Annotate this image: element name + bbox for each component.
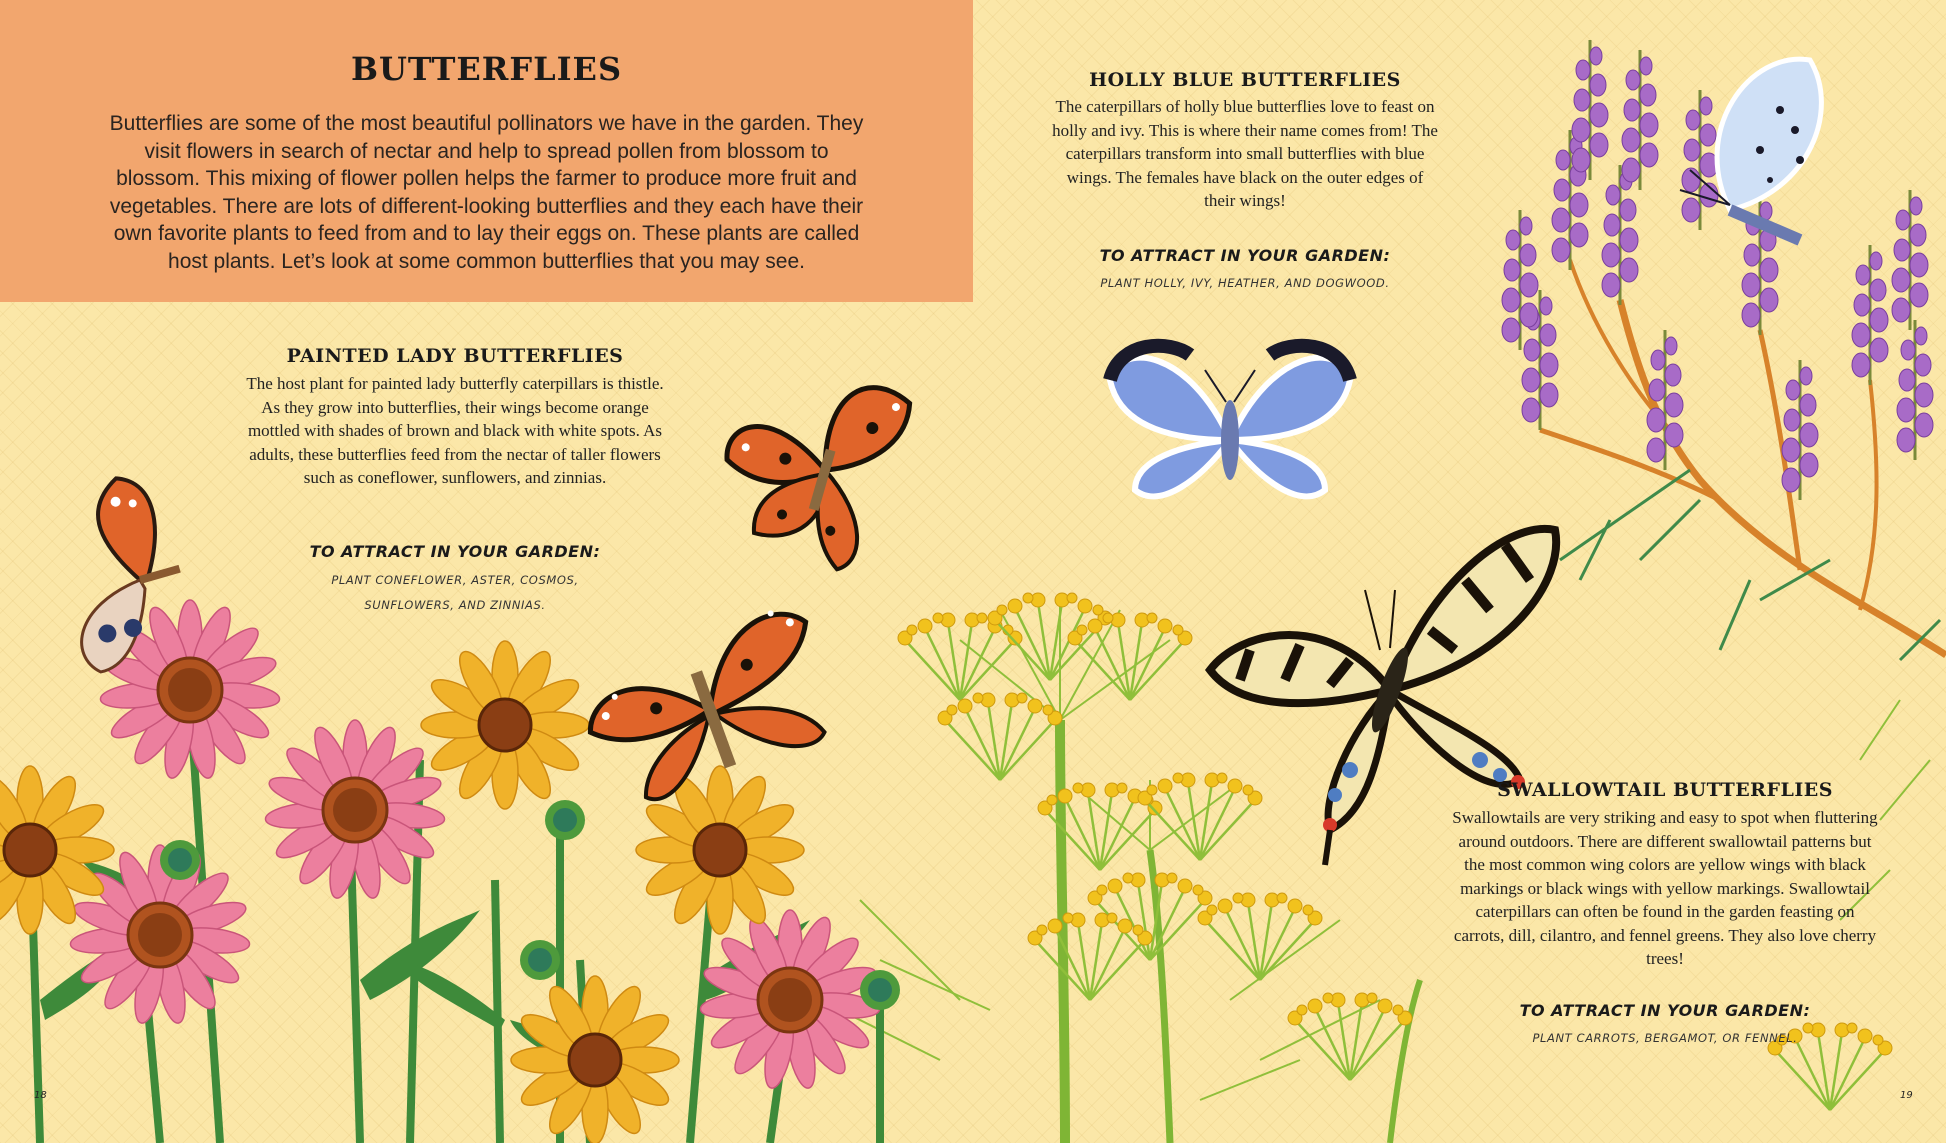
attract-line: PLANT CONEFLOWER, ASTER, COSMOS, [331, 573, 579, 587]
painted-lady-heading: PAINTED LADY BUTTERFLIES [286, 345, 624, 367]
intro-paragraph: Butterflies are some of the most beautiful pollinators we have in the garden. They visit flowers in search of nectar and help to spread pollen from blossom to blossom. This mixing of flower pollen helps the farmer to produce more fruit and vegetables. There are lots of different-looking butterflies and they each have their own favorite plants to feed from and to lay their eggs on. These plants are called host plants. Let’s look at some common butterflies that you may see. [109, 112, 864, 273]
page-title: BUTTERFLIES [350, 50, 623, 88]
page-number-left: 18 [34, 1090, 47, 1101]
holly-blue-paragraph: The caterpillars of holly blue butterflies love to feast on holly and ivy. This is where their name comes from! The caterpillars transform into small butterflies with blue wings. The females have black on the outer edges of their wings! [1052, 97, 1438, 210]
painted-lady-paragraph: The host plant for painted lady butterfly caterpillars is thistle. As they grow into butterflies, their wings become orange mottled with shades of brown and black with white spots. As adults, these butterflies feed from the nectar of taller flowers such as coneflower, sunflowers, and zinnias. [246, 374, 664, 487]
page-number-right: 19 [1900, 1090, 1913, 1101]
swallowtail-paragraph: Swallowtails are very striking and easy to spot when fluttering around outdoors. There are different swallowtail patterns but the most common wing colors are yellow wings with black markings or black wings with yellow markings. Swallowtail caterpillars can often be found in the garden feasting on carrots, dill, cilantro, and fennel greens. They also love cherry trees! [1452, 808, 1878, 968]
swallowtail-attract-heading: TO ATTRACT IN YOUR GARDEN: [1519, 1001, 1811, 1020]
holly-blue-attract-heading: TO ATTRACT IN YOUR GARDEN: [1099, 246, 1391, 265]
attract-line: SUNFLOWERS, AND ZINNIAS. [364, 598, 546, 612]
painted-lady-attract-heading: TO ATTRACT IN YOUR GARDEN: [309, 542, 601, 561]
swallowtail-heading: SWALLOWTAIL BUTTERFLIES [1497, 779, 1833, 801]
holly-blue-heading: HOLLY BLUE BUTTERFLIES [1089, 69, 1401, 91]
painted-lady-butterfly [697, 334, 934, 582]
holly-blue-butterfly [1110, 346, 1350, 497]
painted-lady-attract-text [295, 568, 615, 618]
swallowtail-attract-text: PLANT CARROTS, BERGAMOT, OR FENNEL. [1532, 1031, 1798, 1045]
holly-blue-attract-text: PLANT HOLLY, IVY, HEATHER, AND DOGWOOD. [1100, 276, 1390, 290]
